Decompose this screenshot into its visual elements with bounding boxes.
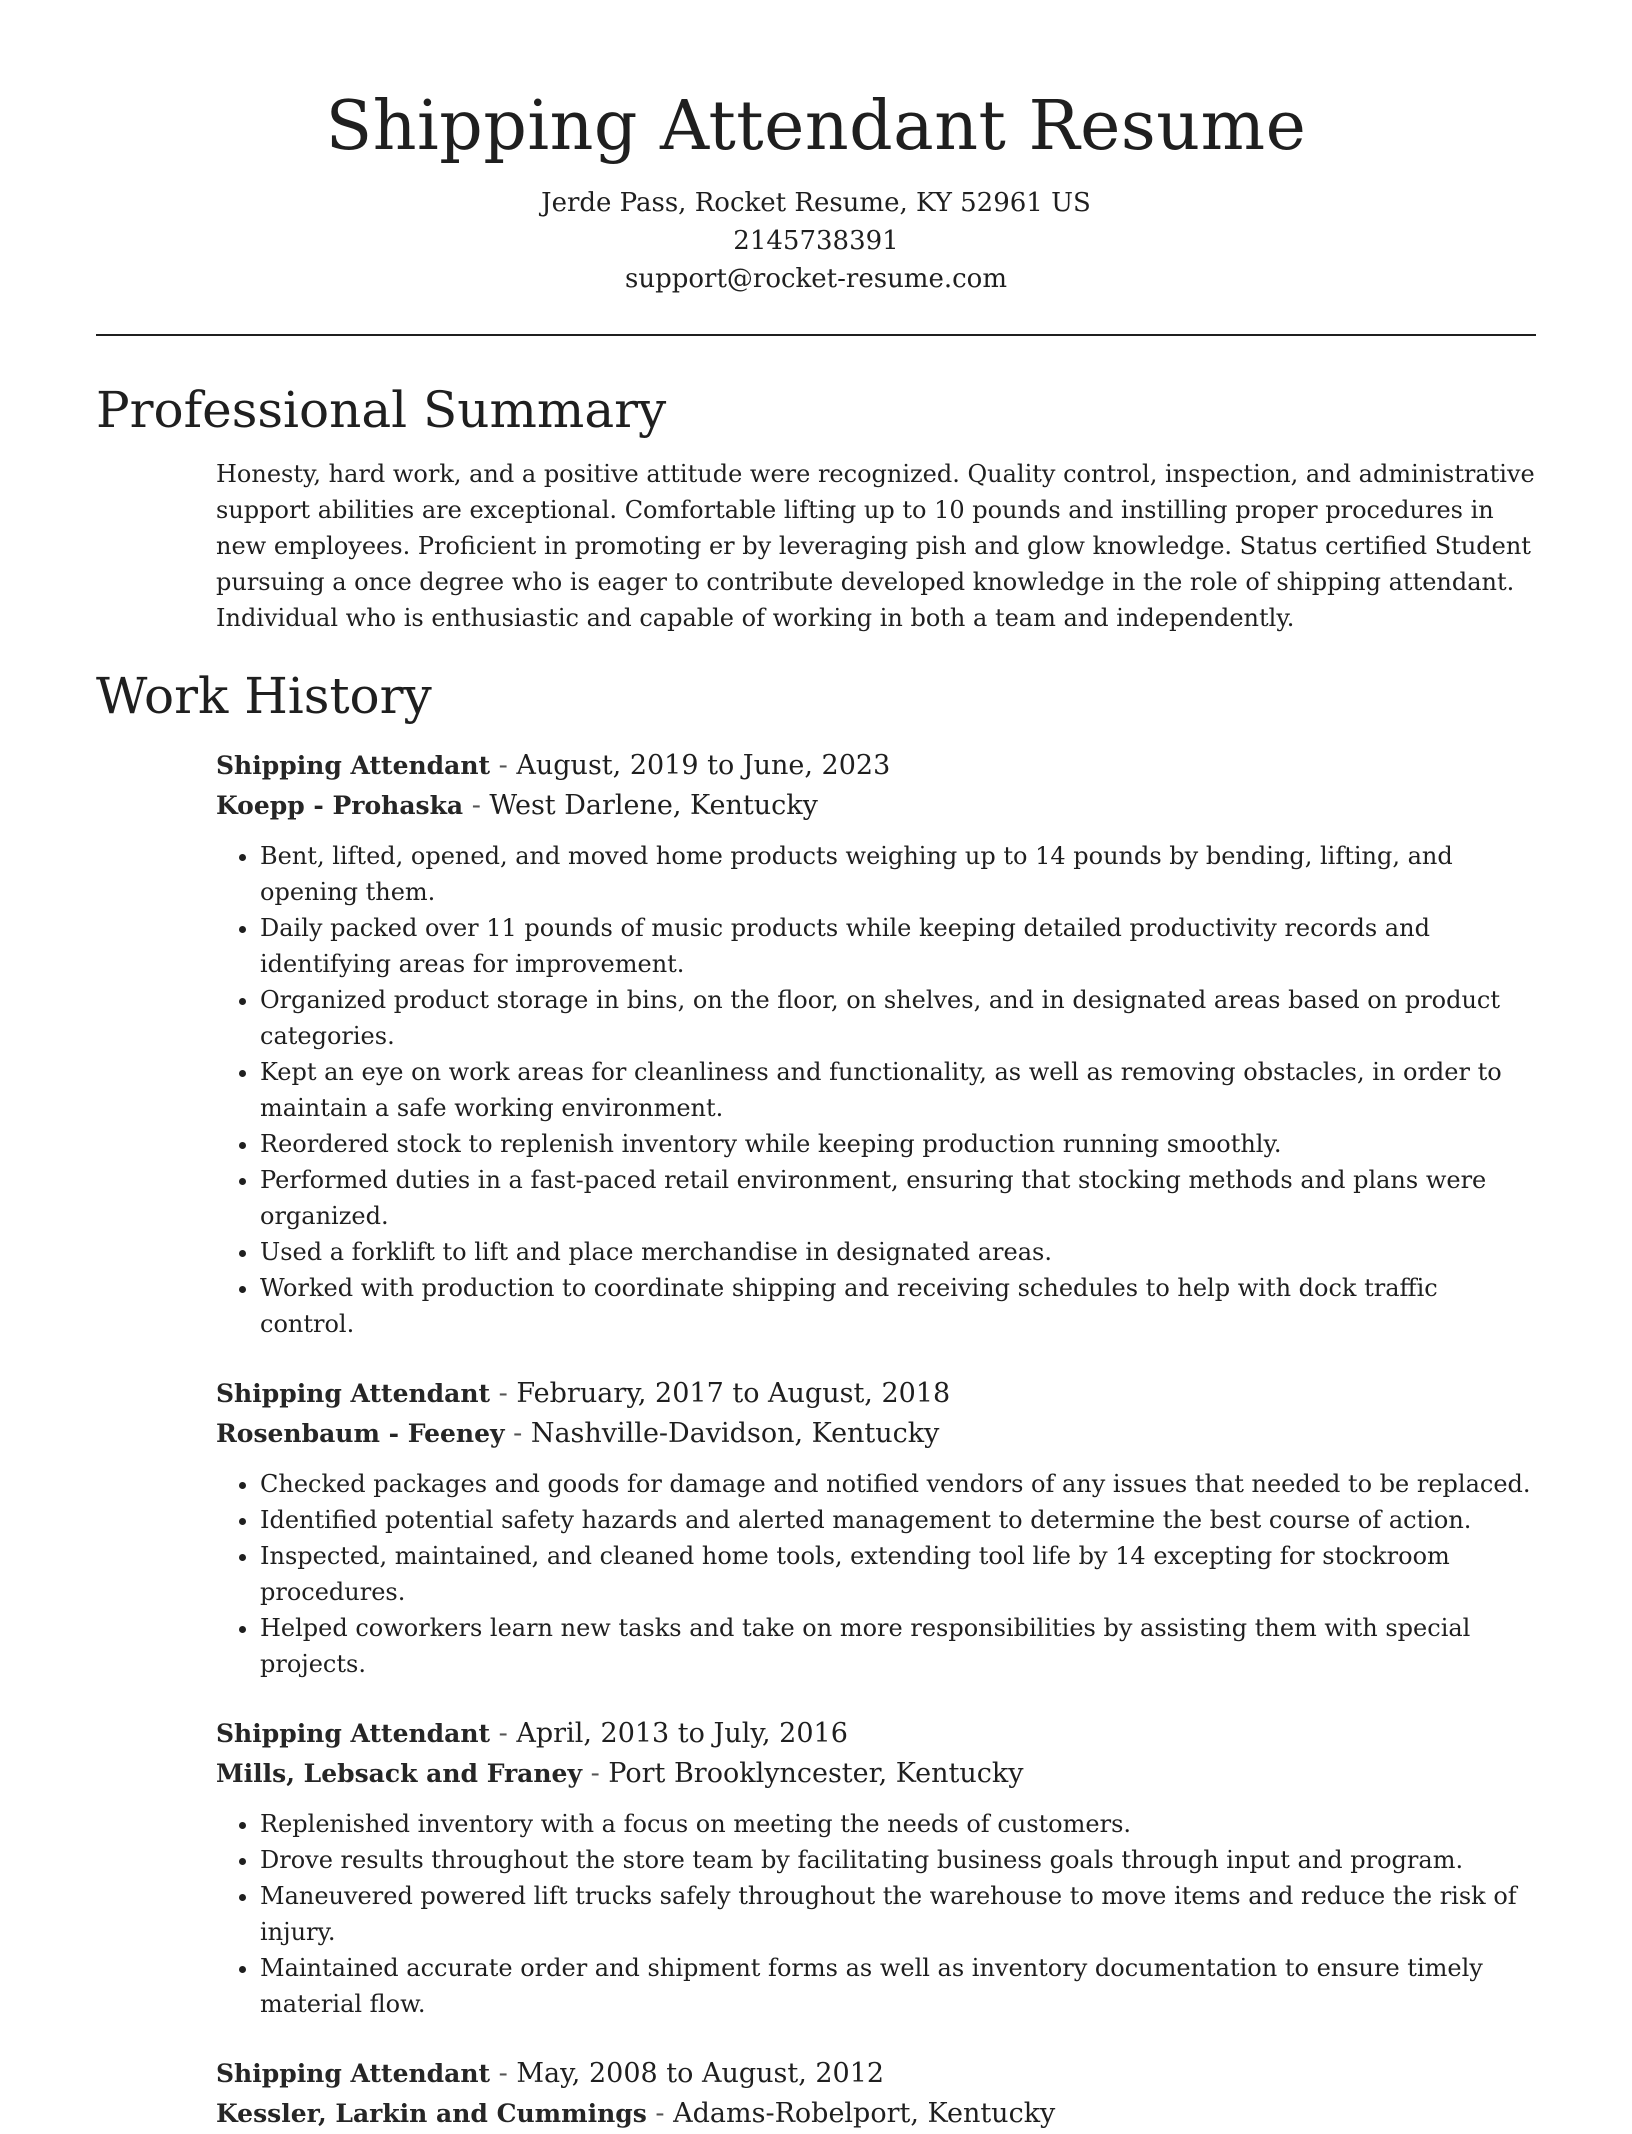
- job-separator: -: [490, 1718, 517, 1749]
- job-bullet-item: • Bent, lifted, opened, and moved home products weighing up to 14 pounds by bending, lifting, and opening them.: [260, 838, 1536, 910]
- job-title-line: [216, 2054, 1536, 2094]
- job-company: Koepp - Prohaska: [216, 791, 464, 820]
- job-bullet-item: • Performed duties in a fast-paced retail environment, ensuring that stocking methods and plans were organized.: [260, 1162, 1536, 1234]
- job-bullet-item: • Daily packed over 11 pounds of music products while keeping detailed productivity records and identifying areas for improvement.: [260, 910, 1536, 982]
- job-separator: -: [490, 1378, 517, 1409]
- job-bullet-item: • Helped coworkers learn new tasks and take on more responsibilities by assisting them with special projects.: [260, 1610, 1536, 1682]
- job-bullets: [216, 1806, 1536, 2022]
- header-divider: [96, 334, 1536, 336]
- job-separator: -: [463, 790, 490, 821]
- summary-heading: Professional Summary: [96, 381, 667, 439]
- job-title: Shipping Attendant: [216, 751, 491, 780]
- job-bullet-item: • Drove results throughout the store team by facilitating business goals through input and program.: [260, 1842, 1536, 1878]
- job-bullet-item: • Checked packages and goods for damage and notified vendors of any issues that needed to be replaced.: [260, 1466, 1536, 1502]
- job-bullet-item: • Inspected, maintained, and cleaned home tools, extending tool life by 14 excepting for stockroom procedures.: [260, 1538, 1536, 1610]
- contact-address: Jerde Pass, Rocket Resume, KY 52961 US: [541, 188, 1091, 218]
- job-entry: [216, 1714, 1536, 2022]
- job-separator: -: [581, 1758, 609, 1789]
- job-separator: -: [504, 1418, 531, 1449]
- job-bullet-item: • Maneuvered powered lift trucks safely throughout the warehouse to move items and reduce the risk of injury.: [260, 1878, 1536, 1950]
- job-bullet-item: • Replenished inventory with a focus on meeting the needs of customers.: [260, 1806, 1536, 1842]
- job-entry: [216, 746, 1536, 1342]
- job-location: West Darlene, Kentucky: [489, 790, 818, 821]
- job-company: Mills, Lebsack and Franey: [216, 1759, 582, 1788]
- job-dates: August, 2019 to June, 2023: [516, 750, 891, 781]
- job-title-line: [216, 1714, 1536, 1754]
- job-bullet-item: • Organized product storage in bins, on the floor, on shelves, and in designated areas based on product categories.: [260, 982, 1536, 1054]
- job-company: Rosenbaum - Feeney: [216, 1419, 505, 1448]
- job-bullet-item: • Reordered stock to replenish inventory while keeping production running smoothly.: [260, 1126, 1536, 1162]
- job-company-line: [216, 786, 1536, 826]
- contact-email: support@rocket-resume.com: [624, 264, 1007, 294]
- job-location: Nashville-Davidson, Kentucky: [530, 1418, 940, 1449]
- job-entry: [216, 2054, 1536, 2134]
- job-title: Shipping Attendant: [216, 2059, 491, 2088]
- job-company: Kessler, Larkin and Cummings: [216, 2099, 647, 2128]
- job-title: Shipping Attendant: [216, 1719, 491, 1748]
- job-bullet-item: • Maintained accurate order and shipment forms as well as inventory documentation to ensure timely material flow.: [260, 1950, 1536, 2022]
- summary-text: Honesty, hard work, and a positive attitude were recognized. Quality control, inspection, and administrative support abilities are exceptional. Comfortable lifting up to 10 pounds and instilling proper procedures in new employees. Proficient in promoting er by leveraging pish and glow knowledge. Status certified Student pursuing a once degree who is eager to contribute developed knowledge in the role of shipping attendant. Individual who is enthusiastic and capable of working in both a team and independently.: [216, 460, 1535, 632]
- job-location: Port Brooklyncester, Kentucky: [608, 1758, 1024, 1789]
- job-bullet-item: • Kept an eye on work areas for cleanliness and functionality, as well as removing obstacles, in order to maintain a safe working environment.: [260, 1054, 1536, 1126]
- job-title: Shipping Attendant: [216, 1379, 491, 1408]
- job-separator: -: [490, 750, 517, 781]
- job-separator: -: [646, 2098, 674, 2129]
- job-company-line: [216, 1754, 1536, 1794]
- contact-phone: 2145738391: [733, 226, 899, 256]
- job-company-line: [216, 1414, 1536, 1454]
- resume-header: [96, 0, 1536, 298]
- work-history-heading: Work History: [96, 667, 432, 725]
- job-bullet-item: • Identified potential safety hazards and alerted management to determine the best course of action.: [260, 1502, 1536, 1538]
- job-title-line: [216, 746, 1536, 786]
- job-dates: May, 2008 to August, 2012: [516, 2058, 885, 2089]
- job-bullets: [216, 1466, 1536, 1682]
- job-location: Adams-Robelport, Kentucky: [673, 2098, 1056, 2129]
- resume-title: Shipping Attendant Resume: [325, 87, 1307, 166]
- job-bullets: [216, 838, 1536, 1342]
- job-company-line: [216, 2094, 1536, 2134]
- job-dates: February, 2017 to August, 2018: [516, 1378, 951, 1409]
- job-entry: [216, 1374, 1536, 1682]
- job-title-line: [216, 1374, 1536, 1414]
- job-dates: April, 2013 to July, 2016: [516, 1718, 848, 1749]
- contact-info: [96, 184, 1536, 298]
- job-bullet-item: • Used a forklift to lift and place merchandise in designated areas.: [260, 1234, 1536, 1270]
- work-history-list: [96, 746, 1536, 2134]
- job-bullet-item: • Worked with production to coordinate shipping and receiving schedules to help with dock traffic control.: [260, 1270, 1536, 1342]
- job-separator: -: [490, 2058, 517, 2089]
